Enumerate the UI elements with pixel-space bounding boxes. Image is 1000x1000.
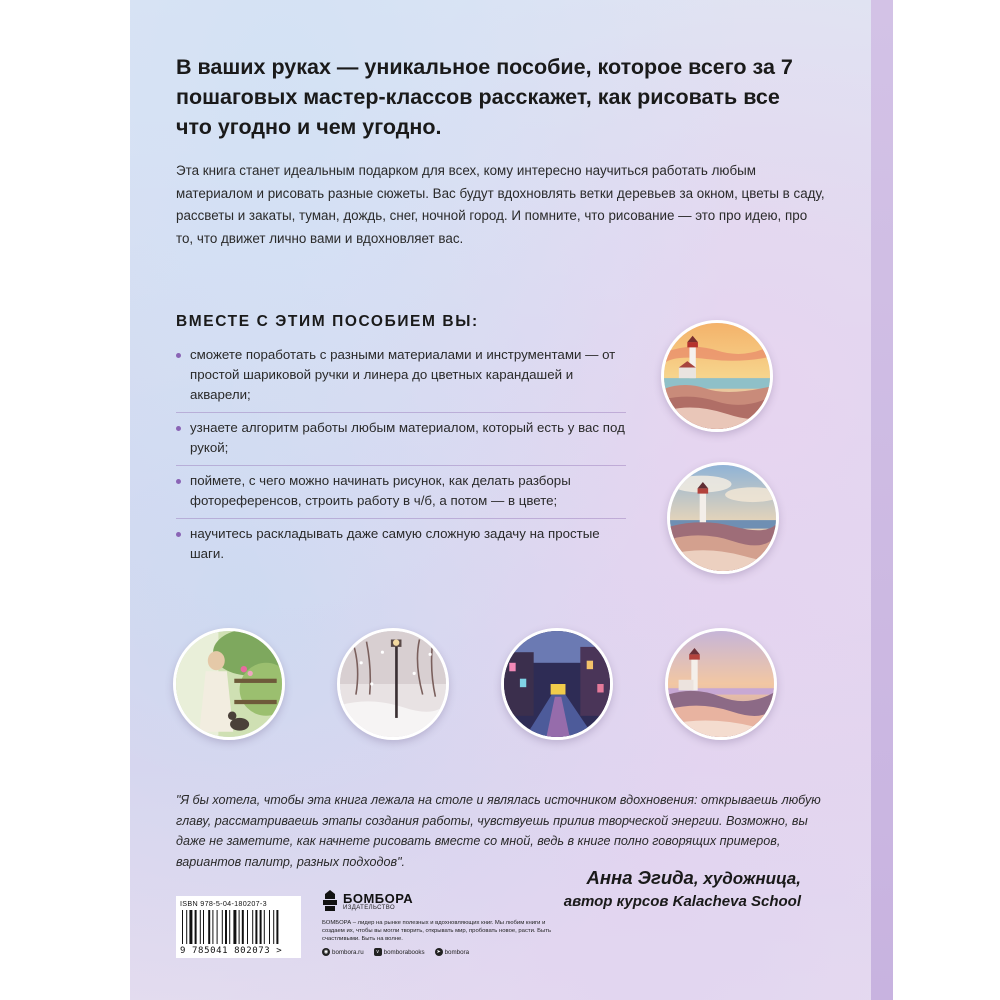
- lighthouse-evening-illustration: [665, 628, 777, 740]
- bullet-dot-icon: [176, 426, 181, 431]
- social-link[interactable]: ➤ bombora: [436, 948, 470, 956]
- barcode-stripe: [200, 910, 201, 944]
- barcode-stripe: [264, 910, 265, 944]
- author-quote: "Я бы хотела, чтобы эта книга лежала на столе и являлась источником вдохновения: открываешь любую главу, рассматриваешь этапы создания работы, чувствуешь прилив творческой энергии. Возможно, вы даже не заметите, как начнете рисовать вместе со мной, ведь в книге полно говорящих примеров, вариантов палитр, разных подходов".: [176, 793, 821, 869]
- barcode-stripe: [189, 910, 192, 944]
- publisher-block: [322, 890, 552, 956]
- girl-garden-illustration: [173, 628, 285, 740]
- lighthouse-day-illustration: [667, 462, 779, 574]
- barcode-stripe: [276, 910, 278, 944]
- barcode-stripe: [260, 910, 262, 944]
- book-spine-edge: [871, 0, 893, 1000]
- barcode-stripe: [239, 910, 240, 944]
- isbn-barcode: [176, 896, 301, 958]
- vk-link[interactable]: v bomborabooks: [374, 948, 425, 956]
- publisher-name-block: [343, 893, 413, 911]
- section-title: ВМЕСТЕ С ЭТИМ ПОСОБИЕМ ВЫ:: [176, 313, 479, 330]
- barcode-bars: [180, 910, 297, 944]
- bullet-dot-icon: [176, 353, 181, 358]
- barcode-digits: 9 785041 802073 >: [180, 946, 283, 956]
- list-item: узнаете алгоритм работы любым материалом, который есть у вас под рукой;: [176, 413, 626, 466]
- barcode-stripe: [252, 910, 253, 944]
- list-item: поймете, с чего можно начинать рисунок, как делать разборы фотореференсов, строить работу в ч/б, а потом — в цвете;: [176, 466, 626, 519]
- snowy-street-illustration: [337, 628, 449, 740]
- barcode-stripe: [229, 910, 230, 944]
- author-role: , художница,: [693, 869, 801, 888]
- barcode-stripe: [255, 910, 257, 944]
- publisher-links: [322, 948, 552, 956]
- author-signature: [564, 866, 801, 913]
- barcode-stripe: [242, 910, 244, 944]
- barcode-stripe: [208, 910, 210, 944]
- author-name: Анна Эгида: [586, 867, 694, 888]
- telegram-icon: ➤: [436, 949, 441, 955]
- lighthouse-sunset-illustration: [661, 320, 773, 432]
- list-item: сможете поработать с разными материалами и инструментами — от простой шариковой ручки и линера до цветных карандашей и акварели;: [176, 340, 626, 413]
- intro-paragraph: Эта книга станет идеальным подарком для всех, кому интересно научиться работать любым материалом и рисовать разные сюжеты. Вас будут вдохновлять ветки деревьев за окном, цветы в саду, рассветы и закаты, туман, дождь, снег, ночной город. И помните, что рисование — это про идею, про то, что движет лично вами и вдохновляет вас.: [176, 163, 825, 246]
- barcode-stripe: [186, 910, 187, 944]
- publisher-slogan: БОМБОРА – лидер на рынке полезных и вдохновляющих книг. Мы любим книги и создаем их, чтобы вы могли творить, открывать мир, пробовать новое, расти. Быть счастливыми. Быть на волне.: [322, 920, 552, 942]
- night-city-illustration: [501, 628, 613, 740]
- isbn-number: ISBN 978-5-04-180207-3: [180, 899, 267, 908]
- barcode-stripe: [273, 910, 274, 944]
- publisher-name: БОМБОРА: [343, 891, 414, 906]
- back-cover: [130, 0, 871, 1000]
- publisher-subtitle: ИЗДАТЕЛЬСТВО: [343, 905, 396, 911]
- barcode-stripe: [182, 910, 183, 944]
- barcode-stripe: [222, 910, 223, 944]
- author-courses: автор курсов Kalacheva School: [563, 893, 801, 910]
- barcode-stripe: [247, 910, 248, 944]
- author-line-1: [564, 866, 801, 891]
- barcode-stripe: [225, 910, 227, 944]
- headline: В ваших руках — уникальное пособие, которое всего за 7 пошаговых мастер-классов расскажет, как рисовать все что угодно и чем угодно.: [176, 55, 793, 139]
- website-link[interactable]: ◉ bombora.ru: [323, 948, 364, 956]
- barcode-stripe: [203, 910, 204, 944]
- vk-icon: v: [374, 948, 382, 956]
- barcode-stripe: [269, 910, 270, 944]
- globe-icon: ◉: [323, 949, 329, 955]
- publisher-logo-icon: [322, 890, 338, 914]
- bullet-dot-icon: [176, 532, 181, 537]
- barcode-stripe: [212, 910, 213, 944]
- barcode-stripe: [195, 910, 197, 944]
- publisher-logo-row: [322, 890, 552, 914]
- list-item: научитесь раскладывать даже самую сложную задачу на простые шаги.: [176, 519, 626, 571]
- bullet-dot-icon: [176, 479, 181, 484]
- barcode-stripe: [233, 910, 236, 944]
- benefits-list: [176, 340, 626, 571]
- barcode-stripe: [217, 910, 218, 944]
